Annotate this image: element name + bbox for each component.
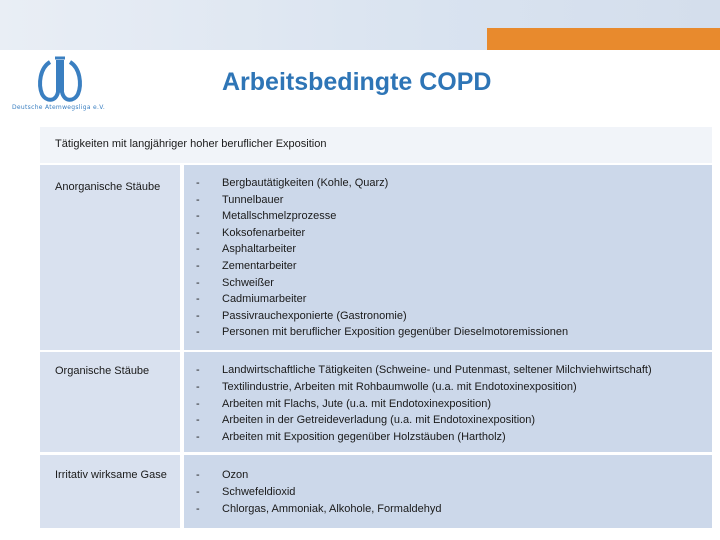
- items-cell: - Ozon - Schwefeldioxid - Chlorgas, Ammoniak, Alkohole, Formaldehyd: [184, 455, 712, 528]
- category-label: Organische Stäube: [55, 365, 150, 377]
- accent-bar: [487, 28, 720, 50]
- slide-title: Arbeitsbedingte COPD: [222, 68, 492, 96]
- table-header: [40, 127, 712, 163]
- table-row: [40, 352, 712, 452]
- table-row: [40, 165, 712, 350]
- logo-text: Deutsche Atemwegsliga e.V.: [12, 104, 106, 111]
- table-header-label: Tätigkeiten mit langjähriger hoher beruflicher Exposition: [55, 138, 327, 150]
- table-row: [40, 455, 712, 528]
- items-cell: - Landwirtschaftliche Tätigkeiten (Schweine- und Putenmast, seltener Milchviehwirtschaft) - Textilindustrie, Arbeiten mit Rohbaumwolle (u.a. mit Endotoxinexposition) - Arbeiten mit Flachs, Jute (u.a. mit Endotoxinexposition) - Arbeiten in der Getreideverladung (u.a. mit Endotoxinexposition) - Arbeiten mit Exposition gegenüber Holzstäuben (Hartholz): [184, 352, 712, 452]
- category-cell: [40, 455, 180, 528]
- category-label: Irritativ wirksame Gase: [55, 469, 167, 481]
- category-cell: [40, 165, 180, 350]
- category-label: Anorganische Stäube: [55, 181, 161, 193]
- items-cell: - Bergbautätigkeiten (Kohle, Quarz) - Tunnelbauer - Metallschmelzprozesse - Koksofenarbeiter - Asphaltarbeiter - Zementarbeiter - Schweißer - Cadmiumarbeiter - Passivrauchexponierte (Gastronomie) - Personen mit beruflicher Exposition gegenüber Dieselmotoremissionen: [184, 165, 712, 350]
- category-cell: [40, 352, 180, 452]
